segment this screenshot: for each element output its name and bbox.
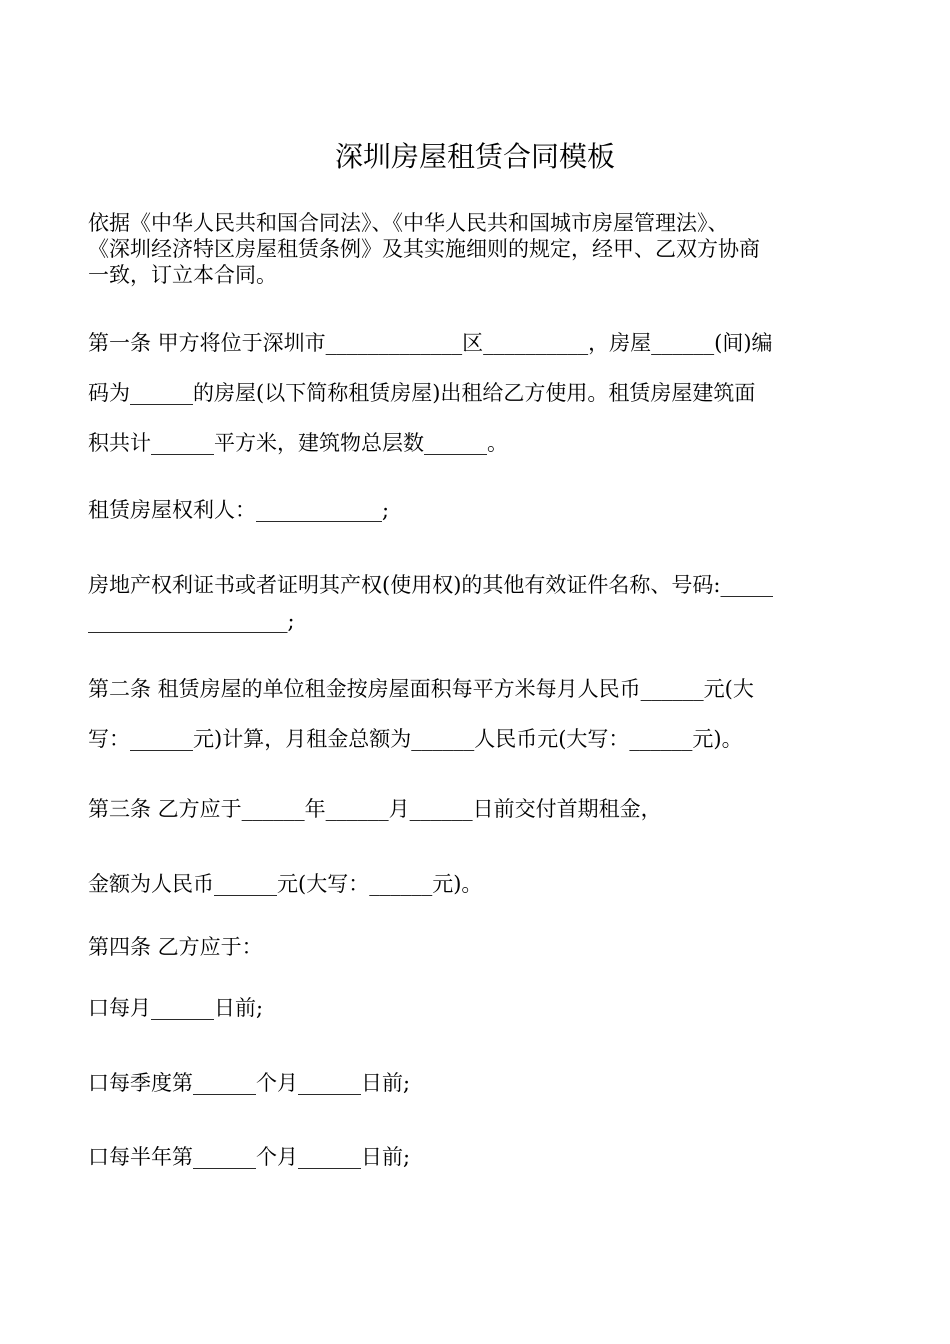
rights-holder-line: 租赁房屋权利人：____________; (88, 498, 390, 522)
certificate-line: ___________________; (88, 609, 295, 633)
intro-paragraph (88, 210, 864, 288)
article-4-heading: 第四条 乙方应于： (88, 935, 263, 959)
article-2 (88, 664, 864, 764)
certificate-line: 房地产权利证书或者证明其产权(使用权)的其他有效证件名称、号码:_____ (88, 573, 773, 597)
article-1-line: 第一条 甲方将位于深圳市_____________区__________，房屋______(间)编 (88, 331, 773, 355)
document-title: 深圳房屋租赁合同模板 (334, 139, 615, 173)
intro-line: 依据《中华人民共和国合同法》、《中华人民共和国城市房屋管理法》、 (88, 211, 729, 235)
article-3-line-2: 金额为人民币______元(大写：______元)。 (88, 872, 483, 896)
article-2-line: 写：______元)计算，月租金总额为______人民币元(大写：______元)。 (88, 727, 743, 751)
certificate-paragraph (88, 567, 864, 639)
intro-line: 一致，订立本合同。 (88, 263, 277, 287)
article-1-line: 积共计______平方米，建筑物总层数______。 (88, 431, 508, 455)
article-1 (88, 318, 864, 468)
article-2-line: 第二条 租赁房屋的单位租金按房屋面积每平方米每月人民币______元(大 (88, 677, 754, 701)
intro-line: 《深圳经济特区房屋租赁条例》及其实施细则的规定，经甲、乙双方协商 (88, 237, 760, 261)
article-1-line: 码为______的房屋(以下简称租赁房屋)出租给乙方使用。租赁房屋建筑面 (88, 381, 756, 405)
option-semiannual: 口每半年第______个月______日前; (88, 1145, 411, 1169)
article-3-line-1: 第三条 乙方应于______年______月______日前交付首期租金， (88, 797, 662, 821)
option-monthly: 口每月______日前; (88, 996, 264, 1020)
option-quarterly: 口每季度第______个月______日前; (88, 1071, 411, 1095)
